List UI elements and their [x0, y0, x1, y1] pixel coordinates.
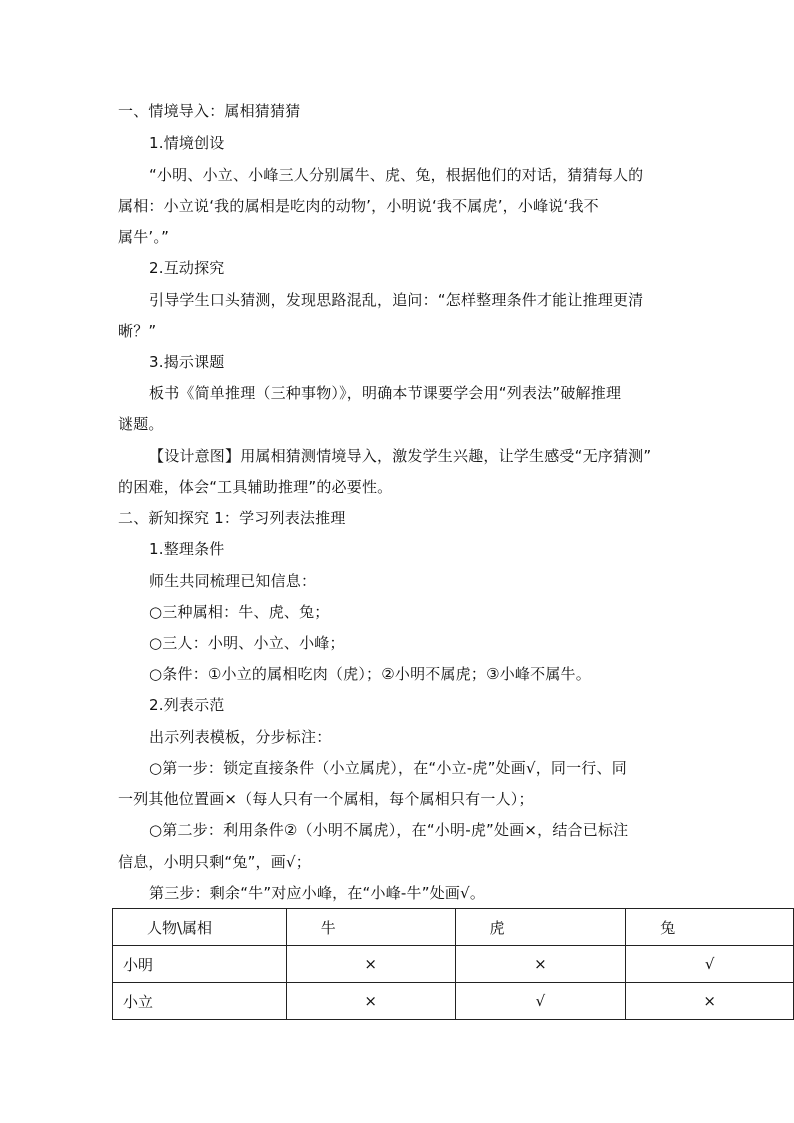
- subheading-conditions: 1.整理条件: [149, 540, 225, 558]
- section-heading-1: 一、情境导入：属相猜猜猜: [118, 102, 301, 120]
- paragraph-line: 属牛’。”: [118, 228, 170, 246]
- subheading-table-demo: 2.列表示范: [149, 696, 225, 714]
- paragraph-line: 引导学生口头猜测，发现思路混乱，追问：“怎样整理条件才能让推理更清: [149, 291, 644, 309]
- paragraph-line: 属相：小立说‘我的属相是吃肉的动物’，小明说‘我不属虎’，小峰说‘我不: [118, 197, 599, 215]
- table-cell: ×: [455, 946, 626, 983]
- bullet-line: ○条件：①小立的属相吃肉（虎）；②小明不属虎；③小峰不属牛。: [149, 665, 591, 683]
- paragraph-line: 出示列表模板，分步标注：: [149, 728, 332, 746]
- table-cell: √: [455, 983, 626, 1020]
- bullet-line: ○第二步：利用条件②（小明不属虎），在“小明-虎”处画×，结合已标注: [149, 821, 629, 839]
- bullet-line: ○第一步：锁定直接条件（小立属虎），在“小立-虎”处画√，同一行、同: [149, 759, 627, 777]
- table-header-cell: 牛: [286, 909, 455, 946]
- table-header-cell: 兔: [626, 909, 794, 946]
- paragraph-line: 师生共同梳理已知信息：: [149, 572, 317, 590]
- paragraph-line: 一列其他位置画×（每人只有一个属相，每个属相只有一人）；: [118, 790, 534, 808]
- table-cell: ×: [286, 946, 455, 983]
- paragraph-line: 信息，小明只剩“兔”，画√；: [118, 853, 311, 871]
- paragraph-line: 的困难，体会“工具辅助推理”的必要性。: [118, 478, 393, 496]
- paragraph-line: 谜题。: [118, 415, 164, 433]
- table-row: [113, 946, 794, 983]
- paragraph-line: 板书《简单推理（三种事物）》，明确本节课要学会用“列表法”破解推理: [149, 384, 622, 402]
- bullet-line: ○三人：小明、小立、小峰；: [149, 634, 345, 652]
- paragraph-line: 第三步：剩余“牛”对应小峰，在“小峰-牛”处画√。: [149, 884, 486, 902]
- design-intent-line: 【设计意图】用属相猜测情境导入，激发学生兴趣，让学生感受“无序猜测”: [149, 447, 652, 465]
- subheading-interactive: 2.互动探究: [149, 259, 225, 277]
- table-header-cell: 人物\属相: [113, 909, 287, 946]
- zodiac-reasoning-table: [112, 908, 794, 1020]
- section-heading-2: 二、新知探究 1：学习列表法推理: [118, 509, 346, 527]
- table-cell-person: 小明: [113, 946, 287, 983]
- paragraph-line: 晰？”: [118, 322, 157, 340]
- subheading-situation: 1.情境创设: [149, 134, 225, 152]
- table-header-cell: 虎: [455, 909, 626, 946]
- table-cell: ×: [286, 983, 455, 1020]
- table-row: [113, 983, 794, 1020]
- bullet-line: ○三种属相：牛、虎、兔；: [149, 603, 330, 621]
- table-cell: ×: [626, 983, 794, 1020]
- paragraph-line: “小明、小立、小峰三人分别属牛、虎、兔，根据他们的对话，猜猜每人的: [149, 166, 644, 184]
- table-cell: √: [626, 946, 794, 983]
- subheading-topic: 3.揭示课题: [149, 353, 225, 371]
- table-cell-person: 小立: [113, 983, 287, 1020]
- table-header-row: [113, 909, 794, 946]
